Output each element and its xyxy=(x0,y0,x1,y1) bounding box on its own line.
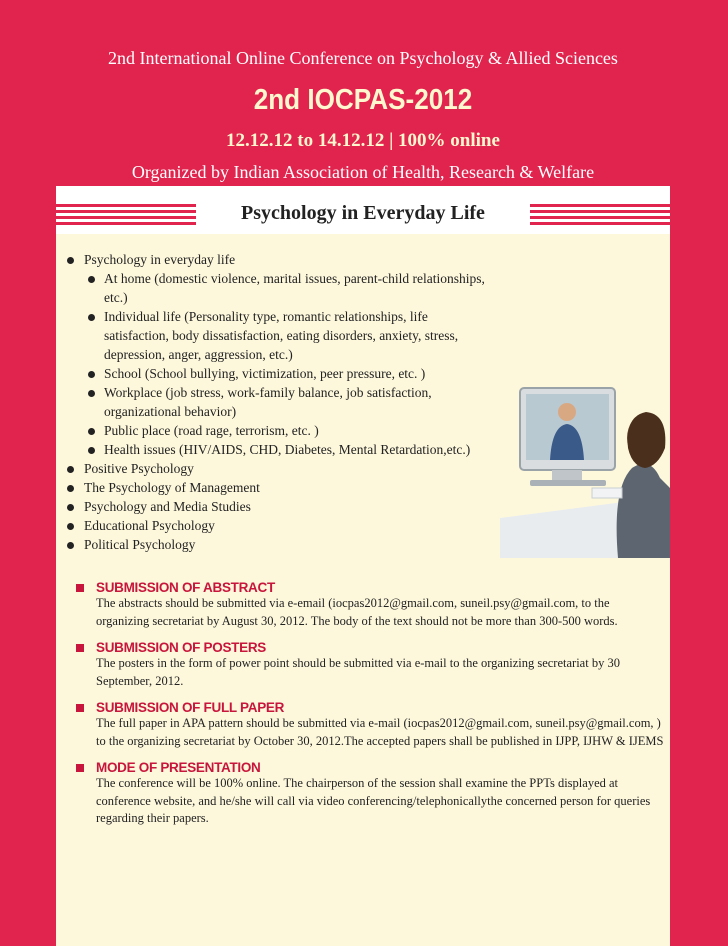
video-conference-photo xyxy=(500,368,670,558)
section-body: The abstracts should be submitted via e-email (iocpas2012@gmail.com, suneil.psy@gmail.com, to the organizing secretariat by August 30, 2012. The body of the text should not be more than 300-500 words. xyxy=(96,596,618,628)
flyer-card xyxy=(56,38,670,943)
section-presentation xyxy=(74,760,664,828)
section-abstract xyxy=(74,580,664,630)
section-full-paper xyxy=(74,700,664,750)
section-heading: SUBMISSION OF POSTERS xyxy=(74,640,664,655)
conference-title: 2nd IOCPAS-2012 xyxy=(253,84,473,116)
conference-dates: 12.12.12 to 14.12.12 | 100% online xyxy=(226,130,500,151)
topic-item: Political Psychology xyxy=(64,535,494,554)
topic-subitem: At home (domestic violence, marital issues, parent-child relationships, etc.) xyxy=(64,269,494,307)
theme-title: Psychology in Everyday Life xyxy=(241,202,485,224)
topic-item: Positive Psychology xyxy=(64,459,494,478)
topic-subitem: Health issues (HIV/AIDS, CHD, Diabetes, Mental Retardation,etc.) xyxy=(64,440,494,459)
theme-band xyxy=(56,194,670,234)
section-posters xyxy=(74,640,664,690)
section-heading: SUBMISSION OF FULL PAPER xyxy=(74,700,664,715)
topic-subitem: School (School bullying, victimization, peer pressure, etc. ) xyxy=(64,364,494,383)
section-body: The full paper in APA pattern should be submitted via e-mail (iocpas2012@gmail.com, suneil.psy@gmail.com, ) to the organizing secretariat by October 30, 2012.The accepted papers shall be published in IJPP, IJHW & IJEMS xyxy=(96,716,664,748)
organizer-line: Organized by Indian Association of Health, Research & Welfare xyxy=(131,162,595,182)
topic-subitem: Public place (road rage, terrorism, etc. ) xyxy=(64,421,494,440)
section-body: The posters in the form of power point should be submitted via e-mail to the organizing secretariat by 30 September, 2012. xyxy=(96,656,620,688)
section-heading: SUBMISSION OF ABSTRACT xyxy=(74,580,664,595)
topic-item: Psychology in everyday life xyxy=(64,250,494,269)
topic-subitem: Workplace (job stress, work-family balance, job satisfaction, organizational behavior) xyxy=(64,383,494,421)
flyer-header xyxy=(56,38,670,186)
topic-item: Educational Psychology xyxy=(64,516,494,535)
topic-item: The Psychology of Management xyxy=(64,478,494,497)
section-heading: MODE OF PRESENTATION xyxy=(74,760,664,775)
topics-list xyxy=(64,250,494,554)
topic-subitem: Individual life (Personality type, romantic relationships, life satisfaction, body dissatisfaction, eating disorders, anxiety, stress, depression, anger, aggression, etc.) xyxy=(64,307,494,364)
section-body: The conference will be 100% online. The chairperson of the session shall examine the PPTs displayed at conference website, and he/she will call via video conferencing/telephonicallythe concerned person for queries regarding their papers. xyxy=(96,776,651,825)
info-sections xyxy=(74,580,664,838)
topic-item: Psychology and Media Studies xyxy=(64,497,494,516)
conference-full-name: 2nd International Online Conference on Psychology & Allied Sciences xyxy=(108,48,618,68)
